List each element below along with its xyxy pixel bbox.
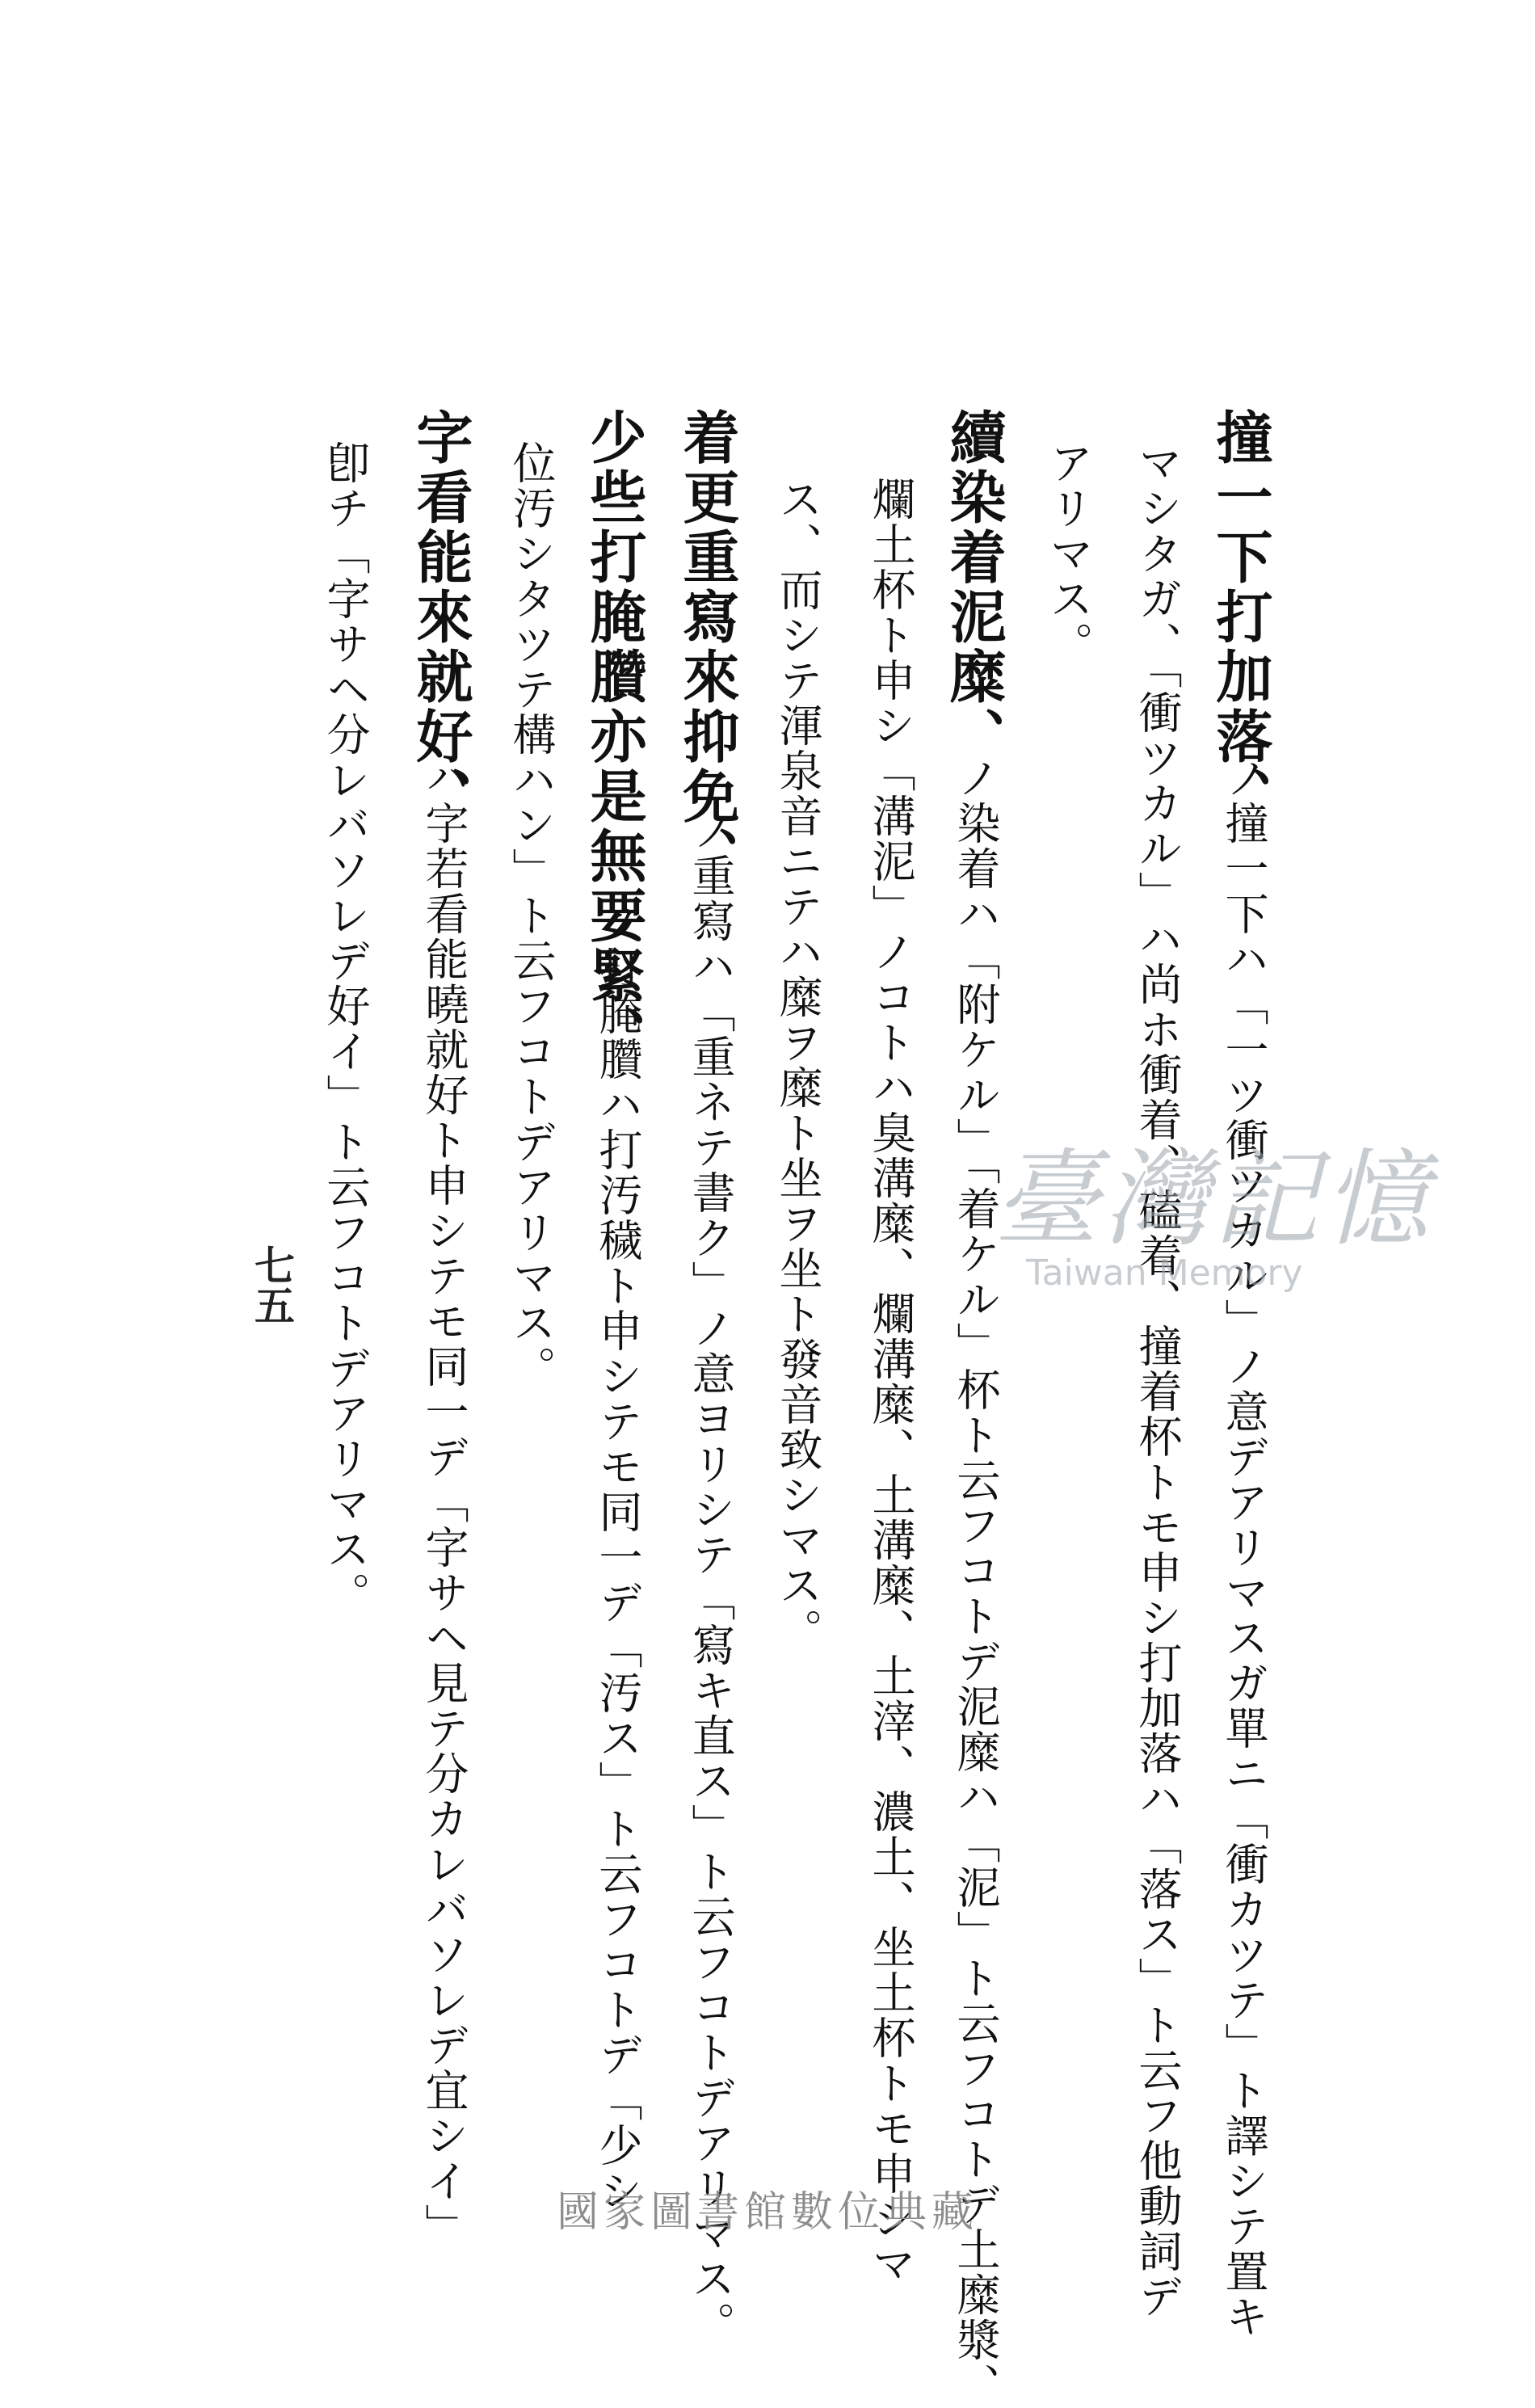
entry-3-headword: 着更重寫來抑免、 xyxy=(674,408,741,886)
entry-4-headword: 少些打腌臢亦是無要緊、 xyxy=(581,408,648,1066)
entry-2-headword: 續染着泥糜、 xyxy=(940,408,1007,767)
entry-1-continuation-2: アリマス。 xyxy=(1043,440,1094,667)
watermark-text: 臺灣記憶 xyxy=(994,1138,1434,1261)
entry-2-explanation: ノ染着ハ「附ケル」「着ケル」杯ト云フコトデ泥糜ハ「泥」ト云フコトデ土糜漿、 xyxy=(950,756,1001,2408)
entry-5-explanation: ハ字若看能曉就好ト申シテモ同一デ「字サヘ見テ分カレバソレデ宜シイ」 xyxy=(418,756,469,2249)
entry-1-explanation: ノ撞一下ハ「一ツ衝ツカル」ノ意デアリマスガ單ニ「衝カツテ」ト譯シテ置キ xyxy=(1218,756,1269,2339)
page-number: 七五 xyxy=(248,1244,296,1325)
entry-5-continuation-1: 卽チ「字サヘ分レバソレデ好イ」ト云フコトデアリマス。 xyxy=(320,440,371,1617)
entry-5-headword: 字看能來就好、 xyxy=(407,408,474,827)
entry-1-continuation-1: マシタガ、「衝ツカル」ハ尚ホ衝着、磕着、撞着杯トモ申シ打加落ハ「落ス」ト云フ他動詞デ xyxy=(1132,440,1183,2319)
footer-caption: 國家圖書館數位典藏 xyxy=(556,2188,978,2237)
entry-4-continuation-1: 位汚シタツテ構ハン」ト云フコトデアリマス。 xyxy=(506,440,557,1391)
entry-3-explanation: ノ重寫ハ「重ネテ書ク」ノ意ヨリシテ「寫キ直ス」ト云フコトデアリマス。 xyxy=(685,808,736,2347)
entry-1-headword: 撞一下打加落、 xyxy=(1207,408,1274,827)
entry-2-continuation-1: 爛土杯ト申シ「溝泥」ノコトハ臭溝糜、爛溝糜、土溝糜、土滓、濃土、坐土杯トモ申シマ xyxy=(865,477,916,2287)
watermark-subtext: Taiwan Memory xyxy=(1026,1252,1303,1294)
entry-4-explanation: ノ打腌臢ハ打汚穢ト申シテモ同一デ「汚ス」ト云フコトデ「少シ xyxy=(592,901,643,2213)
watermark-logo xyxy=(994,1115,1434,1301)
entry-2-continuation-2: ス、而シテ渾泉音ニテハ糜ヲ糜ト坐ヲ坐ト發音致シマス。 xyxy=(772,477,823,1653)
